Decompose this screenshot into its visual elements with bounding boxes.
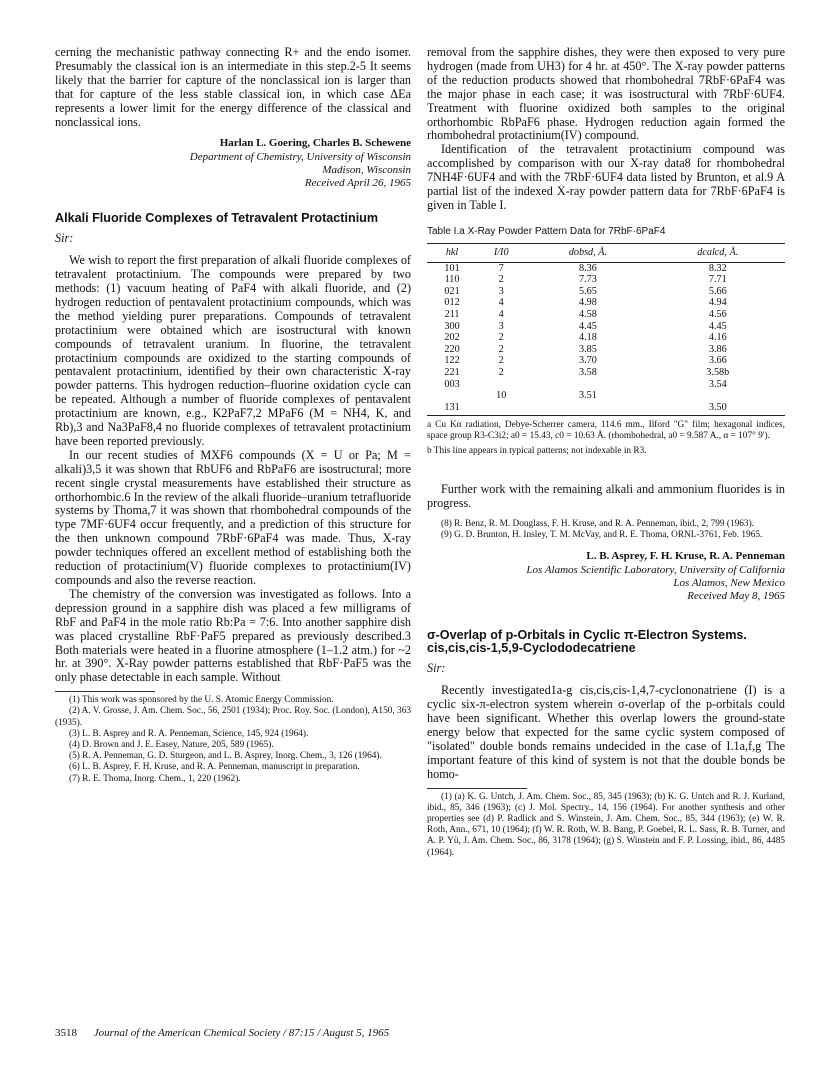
table-header: I/I0 <box>477 243 525 262</box>
table-cell: 2 <box>498 274 504 286</box>
table-cell: 3.70 <box>579 355 597 367</box>
table-cell: 7 <box>498 262 504 274</box>
table-cell: 3.58b <box>706 367 730 379</box>
table-cell: 5.65 <box>579 285 597 297</box>
table-cell: 3.51 <box>579 390 597 402</box>
table-cell: 3 <box>498 320 504 332</box>
salutation: Sir: <box>55 231 74 246</box>
footnote: (1) This work was sponsored by the U. S. Atomic Energy Commission. <box>69 695 334 706</box>
table-cell: 211 <box>444 309 460 321</box>
table-cell: 3 <box>498 285 504 297</box>
footnote: (8) R. Benz, R. M. Douglass, F. H. Kruse, and R. A. Penneman, ibid., 2, 799 (1963). <box>441 519 755 530</box>
table-cell: 300 <box>444 320 460 332</box>
author-affiliation: Los Alamos Scientific Laboratory, University of California <box>526 563 785 576</box>
table-cell <box>651 390 785 402</box>
received-date: Received April 26, 1965 <box>304 177 411 190</box>
table-cell: 3.50 <box>651 402 785 416</box>
table-cell: 101 <box>444 262 460 274</box>
table-cell: 012 <box>444 297 460 309</box>
left-column <box>55 46 411 785</box>
table-cell: 4.56 <box>708 309 727 321</box>
table-cell: 3.85 <box>579 343 597 355</box>
table-cell: 7.71 <box>708 274 727 286</box>
footnote: (3) L. B. Asprey and R. A. Penneman, Science, 145, 924 (1964). <box>69 728 309 739</box>
body-paragraph: Recently investigated1a-g cis,cis,cis-1,4,7-cyclononatriene (I) is a cyclic six-π-electron system wherein σ-overlap of the p-orbitals could have been significant. Whether this overlap lowers the ground-state energy below that expected for the same cyclic system composed of "isolated" double bonds remains undecided in the case of I.1a,f,g The important feature of this kind of system is not that the double bonds be homo- <box>427 683 785 781</box>
footnote: (4) D. Brown and J. E. Easey, Nature, 205, 589 (1965). <box>69 740 274 751</box>
table-cell: 3.66 <box>708 355 727 367</box>
xray-data-table <box>427 243 785 417</box>
footnote: (1) (a) K. G. Untch, J. Am. Chem. Soc., 85, 345 (1963); (b) K. G. Untch and R. J. Kurland, ibid., 85, 346 (1963); (c) J. Mol. Spectry., 14, 156 (1964). For another synthesis and other properties see (d) P. Radlick and S. Winstein, J. Am. Chem. Soc., 85, 344 (1963); (e) W. R. Roth, Ann., 671, 10 (1964); (f) W. R. Roth, W. B. Bang, P. Goebel, R. L. Sass, R. B. Turner, and A. P. Yü, J. Am. Chem. Soc., 86, 3178 (1964); (g) S. Winstein and F. P. Lossing, ibid., 86, 4485 (1964). <box>427 791 785 858</box>
table-header: dobsd, Å. <box>525 243 650 262</box>
table-cell: 021 <box>444 285 460 297</box>
body-paragraph: Identification of the tetravalent protactinium compound was accomplished by comparison with our X-ray data8 for rhombohedral 7NH4F·6UF4 and with the 7RbF·6UF4 data listed by Brunton, et al.9 A partial list of the indexed X-ray powder pattern data for 7RbF·6PaF4 is given in Table I. <box>427 142 785 212</box>
table-header: hkl <box>427 243 477 262</box>
table-cell: 4 <box>498 309 504 321</box>
table-cell <box>427 390 477 402</box>
table-row <box>427 274 785 286</box>
author-signature: Harlan L. Goering, Charles B. Schewene <box>219 137 411 150</box>
table-cell: 131 <box>427 402 477 416</box>
table-cell: 220 <box>444 343 460 355</box>
footnote: (2) A. V. Grosse, J. Am. Chem. Soc., 56, 2501 (1934); Proc. Roy. Soc. (London), A150, 363 (1935). <box>55 706 411 728</box>
table-cell: 4.58 <box>579 309 597 321</box>
table-row <box>427 379 785 391</box>
table-cell: 4.98 <box>579 297 597 309</box>
article-title: σ-Overlap of p-Orbitals in Cyclic π-Electron Systems. cis,cis,cis-1,5,9-Cyclododecatriene <box>427 627 747 656</box>
table-cell <box>525 402 650 416</box>
table-cell: 5.66 <box>708 285 727 297</box>
table-cell: 110 <box>444 274 460 286</box>
table-cell: 2 <box>498 367 504 379</box>
table-cell: 221 <box>444 367 460 379</box>
table-cell: 2 <box>498 332 504 344</box>
table-header: dcalcd, Å. <box>651 243 785 262</box>
body-paragraph: In our recent studies of MXF6 compounds (X = U or Pa; M = alkali)3,5 it was shown that RbUF6 and RbPaF6 are isostructural; more recent single crystal measurements have established their structure as orthorhombic.6 In the review of the alkali fluoride–uranium tetrafluoride systems by Thoma,7 it was shown that rhombohedral compounds of the type 7MF·6UF4 occur frequently, and a prediction of this structure for the then unknown compound 7RbF·6PaF4 was made. Thus, X-ray powder techniques offered an excellent method of establishing both the reduction of protactinium(V) fluoride complexes to protactinium(IV) compounds and also the reverse reaction. <box>55 447 411 587</box>
table-cell <box>525 379 650 391</box>
table-row <box>427 321 785 333</box>
table-cell: 10 <box>496 390 507 402</box>
table-cell: 4.94 <box>708 297 727 309</box>
author-affiliation: Department of Chemistry, University of Wisconsin <box>189 151 411 164</box>
author-signature: L. B. Asprey, F. H. Kruse, R. A. Penneman <box>586 549 785 562</box>
table-cell: 8.36 <box>579 262 597 274</box>
table-row <box>427 332 785 344</box>
table-body <box>427 262 785 416</box>
body-paragraph: The chemistry of the conversion was investigated as follows. Into a depression ground in a sapphire dish was placed a few milligrams of RbF and PaF4 in the mole ratio Rb:Pa = 7:6. Into another sapphire dish was placed crystalline RbF·PaF5 prepared as previously described.3 Both materials were heated in a fluorine atmosphere (1–1.2 atm.) for ~2 hr. at 390°. X-Ray powder patterns established that RbF·PaF5 was the only phase detectable in each sample. Without <box>55 586 411 685</box>
intro-paragraph: cerning the mechanistic pathway connecting R+ and the endo isomer. Presumably the classical ion is an intermediate in this step.2-5 It seems likely that the barrier for capture of the nonclassical ion is larger than that for capture of the less stable classical ion, in which case ΔEa represents a lower limit for the energy difference of the classical and nonclassical ions. <box>55 45 411 129</box>
table-cell: 2 <box>498 343 504 355</box>
table-cell: 3.54 <box>708 378 727 390</box>
table-row <box>427 402 785 416</box>
table-cell: 4.45 <box>708 320 727 332</box>
table-note: a Cu Kα radiation, Debye-Scherrer camera, 114.6 mm., Ilford "G" film; hexagonal indices, space group R3-C3i2; a0 = 15.43, c0 = 10.63 Å. (rhombohedral, a0 = 9.587 A., α = 107° 9'). <box>427 420 785 442</box>
table-cell: 003 <box>444 378 460 390</box>
table-cell: 3.86 <box>708 343 727 355</box>
page-footer <box>55 1027 389 1039</box>
table-row <box>427 390 785 402</box>
footnote: (6) L. B. Asprey, F. H. Kruse, and R. A. Penneman, manuscript in preparation. <box>69 762 360 773</box>
table-cell: 3.58 <box>579 367 597 379</box>
body-paragraph: Further work with the remaining alkali and ammonium fluorides is in progress. <box>427 482 785 511</box>
body-paragraph: removal from the sapphire dishes, they were then exposed to very pure hydrogen (made from UH3) for 4 hr. at 450°. The X-ray powder patterns of the reduction products showed that rhombohedral 7RbF·6PaF4 was the major phase in each case; it was isostructural with 7RbF·6UF4. Treatment with fluorine oxidized both samples to the original orthorhombic RbPaF6 phase. Hydrogen reduction again formed the rhombohedral protactinium(IV) compound. <box>427 45 785 143</box>
table-cell: 4.45 <box>579 320 597 332</box>
table-cell: 4.18 <box>579 332 597 344</box>
footnote-divider <box>427 788 527 789</box>
footnote: (7) R. E. Thoma, Inorg. Chem., 1, 220 (1962). <box>69 773 241 784</box>
author-location: Los Alamos, New Mexico <box>673 576 785 589</box>
table-cell: 4.16 <box>708 332 727 344</box>
salutation: Sir: <box>427 661 446 676</box>
table-cell: 8.32 <box>708 262 727 274</box>
article-title: Alkali Fluoride Complexes of Tetravalent Protactinium <box>55 211 379 226</box>
table-cell: 202 <box>444 332 460 344</box>
table-cell: 7.73 <box>579 274 597 286</box>
table-cell <box>477 379 525 391</box>
journal-citation: Journal of the American Chemical Society / 87:15 / August 5, 1965 <box>93 1027 390 1039</box>
body-paragraph: We wish to report the first preparation of alkali fluoride complexes of tetravalent protactinium. The compounds were prepared by two methods: (1) vacuum heating of PaF4 with alkali fluoride, and (2) hydrogen reduction of pentavalent protactinium compounds, which was the method yielding purer preparations. Compounds of tetravalent protactinium were obtained which are isostructural with known compounds of tetravalent uranium. In fluorine, the tetravalent protactinium compounds are oxidized to the starting compounds of pentavalent protactinium, identified by their own characteristic X-ray powder patterns. This hydrogen reduction–fluorine oxidation cycle can be repeated. Although a number of fluoride complexes of pentavalent protactinium are known, e.g., K2PaF7,2 MPaF6 (M = NH4, K, and Rb),3 and Na3PaF8,4 no fluoride complexes of tetravalent protactinium have been reported previously. <box>55 253 411 448</box>
page-number: 3518 <box>55 1027 77 1039</box>
table-caption: Table I.a X-Ray Powder Pattern Data for 7RbF·6PaF4 <box>427 225 666 237</box>
table-note: b This line appears in typical patterns; not indexable in R3. <box>427 446 647 457</box>
right-column <box>427 46 785 859</box>
footnote-divider <box>55 691 155 692</box>
table-row <box>427 286 785 298</box>
table-cell: 122 <box>444 355 460 367</box>
table-row <box>427 344 785 356</box>
table-cell <box>477 402 525 416</box>
footnote: (5) R. A. Penneman, G. D. Sturgeon, and L. B. Asprey, Inorg. Chem., 3, 126 (1964). <box>69 751 382 762</box>
table-cell: 2 <box>498 355 504 367</box>
table-row <box>427 297 785 309</box>
footnote: (9) G. D. Brunton, H. Insley, T. M. McVay, and R. E. Thoma, ORNL-3761, Feb. 1965. <box>441 530 763 541</box>
table-row <box>427 355 785 367</box>
received-date: Received May 8, 1965 <box>687 589 785 602</box>
table-row <box>427 262 785 274</box>
table-row <box>427 309 785 321</box>
table-row <box>427 367 785 379</box>
table-cell: 4 <box>498 297 504 309</box>
author-location: Madison, Wisconsin <box>322 164 411 177</box>
